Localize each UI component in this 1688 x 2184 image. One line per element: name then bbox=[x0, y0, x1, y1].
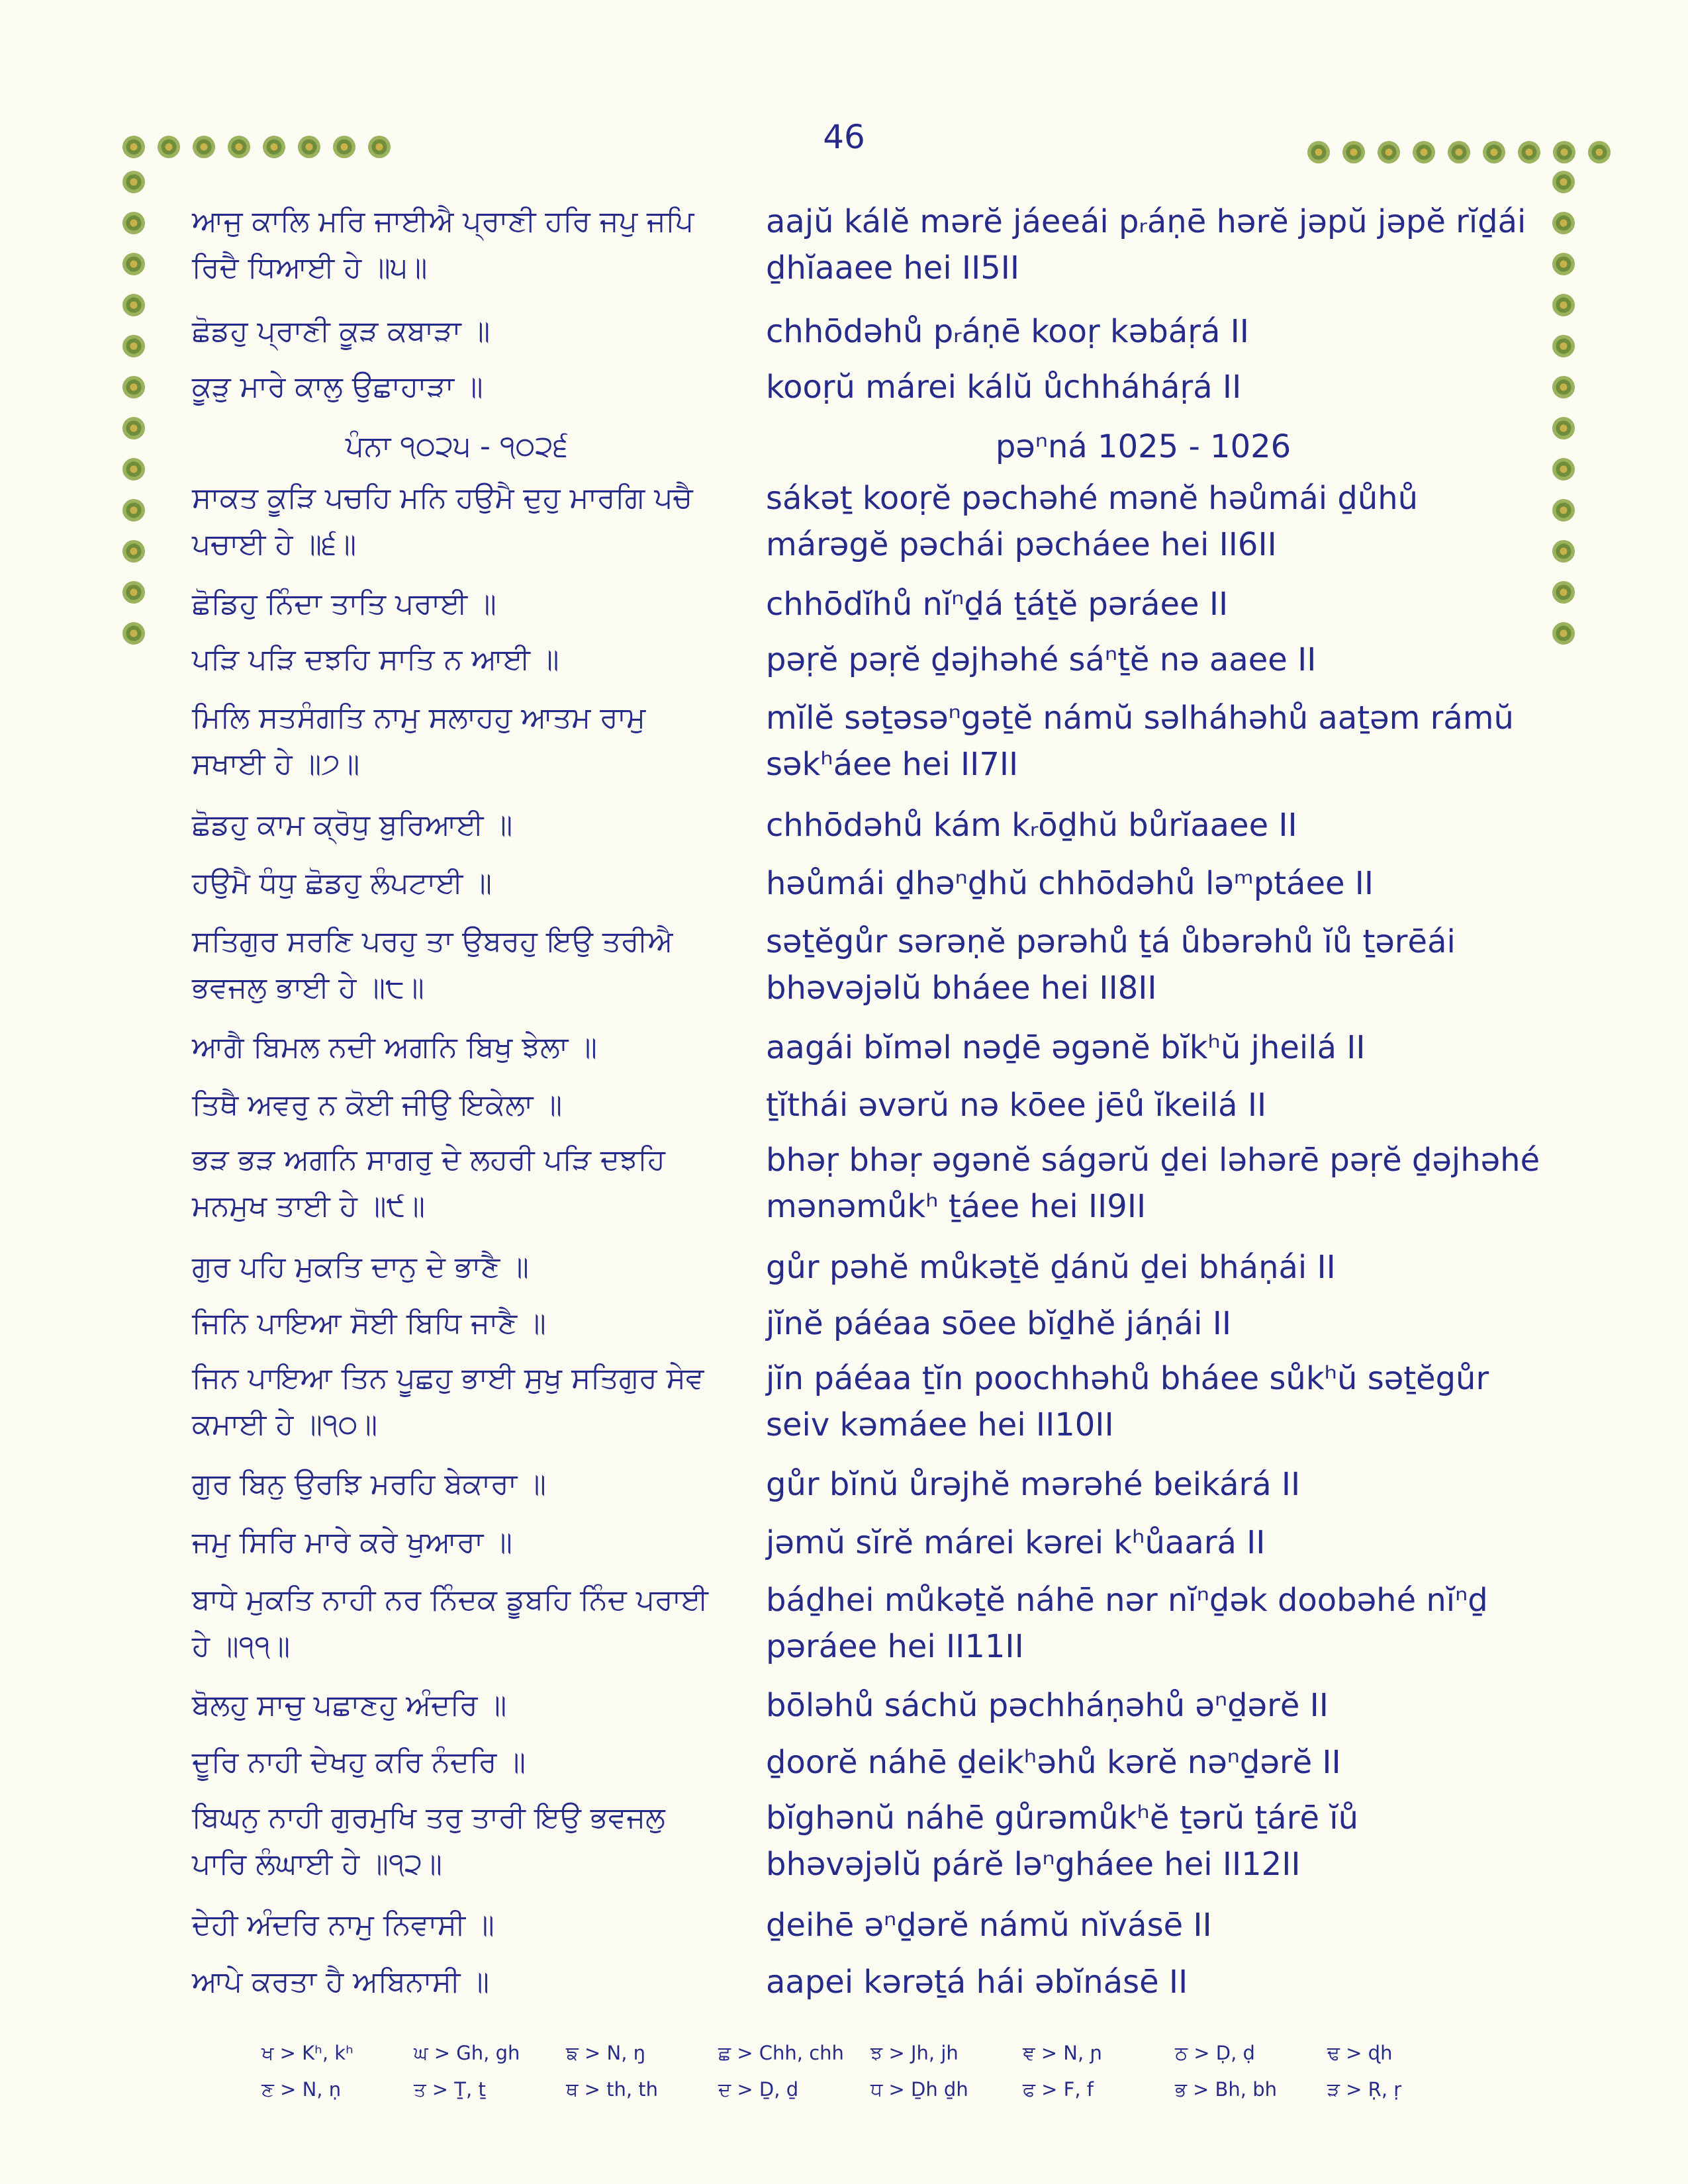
flower-ornament-icon bbox=[193, 136, 215, 158]
gurmukhi-line: ਪੜਿ ਪੜਿ ਦਝਹਿ ਸਾਤਿ ਨ ਆਈ ॥ bbox=[192, 643, 559, 676]
flower-ornament-icon bbox=[1307, 141, 1330, 163]
legend-item: ਝ > Jh, jh bbox=[870, 2042, 959, 2064]
gurmukhi-text bbox=[192, 695, 722, 788]
transliteration-text bbox=[766, 424, 1521, 470]
gurmukhi-text bbox=[192, 802, 722, 848]
transliteration-text bbox=[766, 581, 1521, 627]
flower-ornament-icon bbox=[1518, 141, 1540, 163]
legend-item: ਙ > N, ŋ bbox=[566, 2042, 646, 2064]
flower-ornament-icon bbox=[122, 499, 145, 522]
gurmukhi-text bbox=[192, 1520, 722, 1566]
flower-ornament-icon bbox=[333, 136, 355, 158]
right-ornament-column bbox=[1552, 171, 1575, 645]
flower-ornament-icon bbox=[1342, 141, 1365, 163]
gurmukhi-text bbox=[192, 1355, 722, 1448]
transliteration-text bbox=[766, 1682, 1521, 1729]
flower-ornament-icon bbox=[122, 458, 145, 480]
gurmukhi-line: ਭਵਜਲੁ ਭਾਈ ਹੇ ॥੮॥ bbox=[192, 971, 424, 1005]
gurmukhi-line: ਹੇ ॥੧੧॥ bbox=[192, 1629, 291, 1663]
gurmukhi-text bbox=[192, 1244, 722, 1291]
gurmukhi-text bbox=[192, 1137, 722, 1230]
transliteration-text bbox=[766, 1739, 1521, 1786]
transliteration-line: səṯĕgůr sərəṇĕ pərəhů ṯá ůbərəhů ĭů ṯərēái bbox=[766, 923, 1456, 960]
flower-ornament-icon bbox=[1552, 376, 1575, 398]
gurmukhi-text bbox=[252, 424, 662, 470]
flower-ornament-icon bbox=[1552, 499, 1575, 522]
transliteration-line: chhōdəhů pᵣáṇē kooṛ kəbáṛá II bbox=[766, 313, 1249, 350]
gurmukhi-line: ਛੋਡਹੁ ਕਾਮ ਕ੍ਰੋਧੁ ਬੁਰਿਆਈ ॥ bbox=[192, 808, 513, 842]
transliteration-line: ḏeihē əⁿḏərĕ námŭ nĭvásē II bbox=[766, 1907, 1212, 1944]
gurmukhi-line: ਬੋਲਹੁ ਸਾਚੁ ਪਛਾਣਹੁ ਅੰਦਰਿ ॥ bbox=[192, 1688, 507, 1722]
flower-ornament-icon bbox=[122, 335, 145, 357]
gurmukhi-line: ਹਉਮੈ ਧੰਧੁ ਛੋਡਹੁ ਲੰਪਟਾਈ ॥ bbox=[192, 866, 492, 900]
gurmukhi-line: ਗੁਰ ਬਿਨੁ ਉਰਝਿ ਮਰਹਿ ਬੇਕਾਰਾ ॥ bbox=[192, 1467, 546, 1501]
flower-ornament-icon bbox=[158, 136, 180, 158]
transliteration-text bbox=[766, 1902, 1521, 1948]
gurmukhi-text bbox=[192, 1461, 722, 1508]
gurmukhi-text bbox=[192, 199, 722, 291]
gurmukhi-line: ਆਗੈ ਬਿਮਲ ਨਦੀ ਅਗਨਿ ਬਿਖੁ ਝੇਲਾ ॥ bbox=[192, 1030, 597, 1064]
transliteration-line: aapei kərəṯá hái əbĭnásē II bbox=[766, 1964, 1188, 2001]
transliteration-line: mənəmůkʰ ṯáee hei II9II bbox=[766, 1188, 1147, 1225]
legend-item: ਤ > Ṯ, ṯ bbox=[414, 2078, 486, 2101]
gurmukhi-text bbox=[192, 475, 722, 568]
transliteration-line: jĭn páéaa ṯĭn poochhəhů bháee sůkʰŭ səṯĕgůr bbox=[766, 1360, 1489, 1397]
legend-row-1 bbox=[261, 2042, 1479, 2065]
gurmukhi-line: ਕਮਾਈ ਹੇ ॥੧੦॥ bbox=[192, 1408, 378, 1441]
flower-ornament-icon bbox=[1413, 141, 1435, 163]
transliteration-line: aajŭ kálĕ mərĕ jáeeái pᵣáṇē hərĕ jəpŭ jəpĕ rĭḏái bbox=[766, 203, 1526, 240]
transliteration-text bbox=[766, 308, 1521, 355]
transliteration-text bbox=[766, 1244, 1521, 1291]
flower-ornament-icon bbox=[122, 212, 145, 234]
gurmukhi-line: ਸਾਕਤ ਕੂੜਿ ਪਚਹਿ ਮਨਿ ਹਉਮੈ ਦੁਹੁ ਮਾਰਗਿ ਪਚੈ bbox=[192, 481, 693, 515]
transliteration-line: bhəṛ bhəṛ əgənĕ ságərŭ ḏei ləhərē pəṛĕ ḏəjhəhé bbox=[766, 1142, 1540, 1179]
gurmukhi-text bbox=[192, 308, 722, 355]
legend-row-2 bbox=[261, 2078, 1479, 2101]
transliteration-line: ṯĭthái əvərŭ nə kōee jēů ĭkeilá II bbox=[766, 1087, 1267, 1124]
transliteration-line: ḏhĭaaee hei II5II bbox=[766, 250, 1020, 287]
flower-ornament-icon bbox=[1553, 141, 1575, 163]
gurmukhi-line: ਪੰਨਾ ੧੦੨੫ - ੧੦੨੬ bbox=[345, 430, 569, 463]
legend-item: ਞ > N, ɲ bbox=[1023, 2042, 1103, 2064]
transliteration-line: kooṛŭ márei kálŭ ůchháháṛá II bbox=[766, 369, 1242, 406]
gurmukhi-text bbox=[192, 637, 722, 683]
gurmukhi-text bbox=[192, 1682, 722, 1729]
transliteration-text bbox=[766, 1300, 1521, 1347]
transliteration-line: báḏhei můkəṯĕ náhē nər nĭⁿḏək doobəhé nĭⁿḏ bbox=[766, 1582, 1488, 1619]
transliteration-line: pəⁿná 1025 - 1026 bbox=[995, 428, 1291, 465]
flower-ornament-icon bbox=[122, 581, 145, 604]
gurmukhi-text bbox=[192, 1577, 722, 1670]
transliteration-line: pəṛĕ pəṛĕ ḏəjhəhé sáⁿṯĕ nə aaee II bbox=[766, 641, 1317, 678]
transliteration-text bbox=[766, 475, 1521, 568]
gurmukhi-line: ਦੂਰਿ ਨਾਹੀ ਦੇਖਹੁ ਕਰਿ ਨੰਦਰਿ ॥ bbox=[192, 1745, 526, 1779]
top-left-ornament-row bbox=[122, 136, 391, 158]
gurmukhi-line: ਸਖਾਈ ਹੇ ॥੭॥ bbox=[192, 747, 360, 781]
transliteration-text bbox=[766, 637, 1521, 683]
gurmukhi-text bbox=[192, 860, 722, 907]
transliteration-text bbox=[766, 802, 1521, 848]
gurmukhi-line: ਮਿਲਿ ਸਤਸੰਗਤਿ ਨਾਮੁ ਸਲਾਹਹੁ ਆਤਮ ਰਾਮੁ bbox=[192, 701, 646, 735]
flower-ornament-icon bbox=[1552, 622, 1575, 645]
flower-ornament-icon bbox=[298, 136, 320, 158]
transliteration-line: chhōdəhů kám kᵣōḏhŭ bůrĭaaee II bbox=[766, 807, 1297, 844]
legend-item: ਦ > Ḏ, ḏ bbox=[718, 2078, 799, 2101]
legend-item: ਢ > ɖh bbox=[1327, 2042, 1393, 2064]
gurmukhi-line: ਰਿਦੈ ਧਿਆਈ ਹੇ ॥੫॥ bbox=[192, 251, 428, 285]
flower-ornament-icon bbox=[122, 136, 145, 158]
gurmukhi-line: ਆਪੇ ਕਰਤਾ ਹੈ ਅਬਿਨਾਸੀ ॥ bbox=[192, 1965, 489, 1999]
gurmukhi-line: ਬਾਧੇ ਮੁਕਤਿ ਨਾਹੀ ਨਰ ਨਿੰਦਕ ਡੂਬਹਿ ਨਿੰਦ ਪਰਾਈ bbox=[192, 1583, 708, 1617]
gurmukhi-line: ਬਿਘਨੁ ਨਾਹੀ ਗੁਰਮੁਖਿ ਤਰੁ ਤਾਰੀ ਇਉ ਭਵਜਲੁ bbox=[192, 1801, 665, 1835]
flower-ornament-icon bbox=[1552, 253, 1575, 275]
gurmukhi-line: ਸਤਿਗੁਰ ਸਰਣਿ ਪਰਹੁ ਤਾ ਉਬਰਹੁ ਇਉ ਤਰੀਐ bbox=[192, 925, 673, 958]
legend-item: ਘ > Gh, gh bbox=[414, 2042, 520, 2064]
legend-item: ਭ > Bh, bh bbox=[1175, 2078, 1278, 2101]
legend-item: ਣ > N, ṇ bbox=[261, 2078, 342, 2101]
flower-ornament-icon bbox=[228, 136, 250, 158]
transliteration-line: bōləhů sáchŭ pəchháṇəhů əⁿḏərĕ II bbox=[766, 1687, 1329, 1724]
gurmukhi-text bbox=[192, 1795, 722, 1888]
transliteration-text bbox=[766, 1520, 1521, 1566]
transliteration-line: gůr pəhĕ můkəṯĕ ḏánŭ ḏei bháṇái II bbox=[766, 1249, 1336, 1286]
transliteration-line: chhōdĭhů nĭⁿḏá ṯáṯĕ pəráee II bbox=[766, 586, 1229, 623]
flower-ornament-icon bbox=[122, 622, 145, 645]
gurmukhi-line: ਆਜੁ ਕਾਲਿ ਮਰਿ ਜਾਈਐ ਪ੍ਰਾਣੀ ਹਰਿ ਜਪੁ ਜਪਿ bbox=[192, 205, 694, 238]
gurmukhi-text bbox=[192, 581, 722, 627]
transliteration-text bbox=[766, 1795, 1521, 1888]
gurmukhi-line: ਤਿਥੈ ਅਵਰੁ ਨ ਕੋਈ ਜੀਉ ਇਕੇਲਾ ॥ bbox=[192, 1088, 563, 1122]
flower-ornament-icon bbox=[122, 171, 145, 193]
transliteration-text bbox=[766, 364, 1521, 410]
flower-ornament-icon bbox=[1552, 335, 1575, 357]
flower-ornament-icon bbox=[1483, 141, 1505, 163]
transliteration-line: bĭghənŭ náhē gůrəmůkʰĕ ṯərŭ ṯárē ĭů bbox=[766, 1799, 1358, 1837]
gurmukhi-line: ਜਿਨਿ ਪਾਇਆ ਸੋਈ ਬਿਧਿ ਜਾਣੈ ॥ bbox=[192, 1306, 546, 1340]
legend-item: ਧ > Ḏh ḏh bbox=[870, 2078, 968, 2101]
transliteration-text bbox=[766, 1082, 1521, 1128]
gurmukhi-text bbox=[192, 364, 722, 410]
transliteration-text bbox=[766, 1355, 1521, 1448]
transliteration-line: pəráee hei II11II bbox=[766, 1628, 1024, 1665]
gurmukhi-line: ਛੋਡਿਹੁ ਨਿੰਦਾ ਤਾਤਿ ਪਰਾਈ ॥ bbox=[192, 587, 496, 621]
flower-ornament-icon bbox=[1588, 141, 1611, 163]
gurmukhi-text bbox=[192, 919, 722, 1011]
transliteration-line: sákəṯ kooṛĕ pəchəhé mənĕ həůmái ḏůhů bbox=[766, 480, 1419, 517]
flower-ornament-icon bbox=[368, 136, 391, 158]
gurmukhi-text bbox=[192, 1902, 722, 1948]
gurmukhi-line: ਜਮੁ ਸਿਰਿ ਮਾਰੇ ਕਰੇ ਖੁਆਰਾ ॥ bbox=[192, 1525, 512, 1559]
flower-ornament-icon bbox=[1378, 141, 1400, 163]
flower-ornament-icon bbox=[1552, 417, 1575, 439]
gurmukhi-line: ਛੋਡਹੁ ਪ੍ਰਾਣੀ ਕੂੜ ਕਬਾੜਾ ॥ bbox=[192, 314, 491, 348]
flower-ornament-icon bbox=[122, 294, 145, 316]
legend-item: ੜ > Ṛ, ṛ bbox=[1327, 2078, 1402, 2101]
gurmukhi-text bbox=[192, 1024, 722, 1071]
flower-ornament-icon bbox=[1552, 581, 1575, 604]
flower-ornament-icon bbox=[1552, 540, 1575, 563]
transliteration-text bbox=[766, 695, 1521, 788]
legend-item: ਫ > F, f bbox=[1023, 2078, 1094, 2101]
transliteration-line: jəmŭ sĭrĕ márei kərei kʰůaará II bbox=[766, 1524, 1266, 1561]
transliteration-text bbox=[766, 1137, 1540, 1230]
gurmukhi-line: ਜਿਨ ਪਾਇਆ ਤਿਨ ਪੂਛਹੁ ਭਾਈ ਸੁਖੁ ਸਤਿਗੁਰ ਸੇਵ bbox=[192, 1361, 704, 1395]
legend-item: ਥ > th, th bbox=[566, 2078, 659, 2101]
flower-ornament-icon bbox=[1552, 294, 1575, 316]
transliteration-line: aagái bĭməl nəḏē əgənĕ bĭkʰŭ jheilá II bbox=[766, 1029, 1366, 1066]
flower-ornament-icon bbox=[122, 540, 145, 563]
flower-ornament-icon bbox=[1448, 141, 1470, 163]
flower-ornament-icon bbox=[1552, 171, 1575, 193]
page-number: 46 bbox=[823, 118, 865, 156]
transliteration-line: səkʰáee hei II7II bbox=[766, 746, 1019, 783]
transliteration-line: bhəvəjəlŭ párĕ ləⁿgháee hei II12II bbox=[766, 1846, 1301, 1883]
transliteration-text bbox=[766, 199, 1526, 291]
transliteration-text bbox=[766, 860, 1521, 907]
transliteration-line: mĭlĕ səṯəsəⁿgəṯĕ námŭ səlháhəhů aaṯəm rámŭ bbox=[766, 700, 1514, 737]
gurmukhi-text bbox=[192, 1739, 722, 1786]
transliteration-line: jĭnĕ páéaa sōee bĭḏhĕ jáṇái II bbox=[766, 1305, 1232, 1342]
legend-item: ਠ > Ḍ, ḍ bbox=[1175, 2042, 1255, 2064]
legend-item: ਛ > Chh, chh bbox=[718, 2042, 844, 2064]
transliteration-line: ḏoorĕ náhē ḏeikʰəhů kərĕ nəⁿḏərĕ II bbox=[766, 1744, 1341, 1781]
transliteration-text bbox=[766, 1577, 1521, 1670]
gurmukhi-line: ਪਾਰਿ ਲੰਘਾਈ ਹੇ ॥੧੨॥ bbox=[192, 1847, 442, 1881]
transliteration-text bbox=[766, 919, 1521, 1011]
flower-ornament-icon bbox=[263, 136, 285, 158]
transliteration-text bbox=[766, 1461, 1521, 1508]
transliteration-line: gůr bĭnŭ ůrəjhĕ mərəhé beikárá II bbox=[766, 1466, 1301, 1503]
flower-ornament-icon bbox=[122, 376, 145, 398]
gurmukhi-line: ਦੇਹੀ ਅੰਦਰਿ ਨਾਮੁ ਨਿਵਾਸੀ ॥ bbox=[192, 1908, 494, 1942]
transliteration-line: seiv kəmáee hei II10II bbox=[766, 1406, 1114, 1443]
transliteration-line: həůmái ḏhəⁿḏhŭ chhōdəhů ləᵐptáee II bbox=[766, 865, 1374, 902]
gurmukhi-line: ਗੁਰ ਪਹਿ ਮੁਕਤਿ ਦਾਨੁ ਦੇ ਭਾਣੈ ॥ bbox=[192, 1250, 529, 1284]
transliteration-line: márəgĕ pəchái pəcháee hei II6II bbox=[766, 526, 1277, 563]
gurmukhi-text bbox=[192, 1082, 722, 1128]
gurmukhi-line: ਭੜ ਭੜ ਅਗਨਿ ਸਾਗਰੁ ਦੇ ਲਹਰੀ ਪੜਿ ਦਝਹਿ bbox=[192, 1143, 665, 1177]
legend-item: ਖ > Kʰ, kʰ bbox=[261, 2042, 353, 2064]
transliteration-text bbox=[766, 1024, 1521, 1071]
left-ornament-column bbox=[122, 171, 145, 645]
flower-ornament-icon bbox=[1552, 458, 1575, 480]
gurmukhi-line: ਕੂੜੁ ਮਾਰੇ ਕਾਲੁ ਉਛਾਹਾੜਾ ॥ bbox=[192, 370, 483, 404]
gurmukhi-text bbox=[192, 1959, 722, 2005]
transliteration-line: bhəvəjəlŭ bháee hei II8II bbox=[766, 970, 1157, 1007]
gurmukhi-text bbox=[192, 1300, 722, 1347]
flower-ornament-icon bbox=[1552, 212, 1575, 234]
gurmukhi-line: ਮਨਮੁਖ ਤਾਈ ਹੇ ॥੯॥ bbox=[192, 1189, 425, 1223]
transliteration-text bbox=[766, 1959, 1521, 2005]
gurmukhi-line: ਪਚਾਈ ਹੇ ॥੬॥ bbox=[192, 527, 357, 561]
top-right-ornament-row bbox=[1307, 141, 1611, 163]
flower-ornament-icon bbox=[122, 253, 145, 275]
flower-ornament-icon bbox=[122, 417, 145, 439]
